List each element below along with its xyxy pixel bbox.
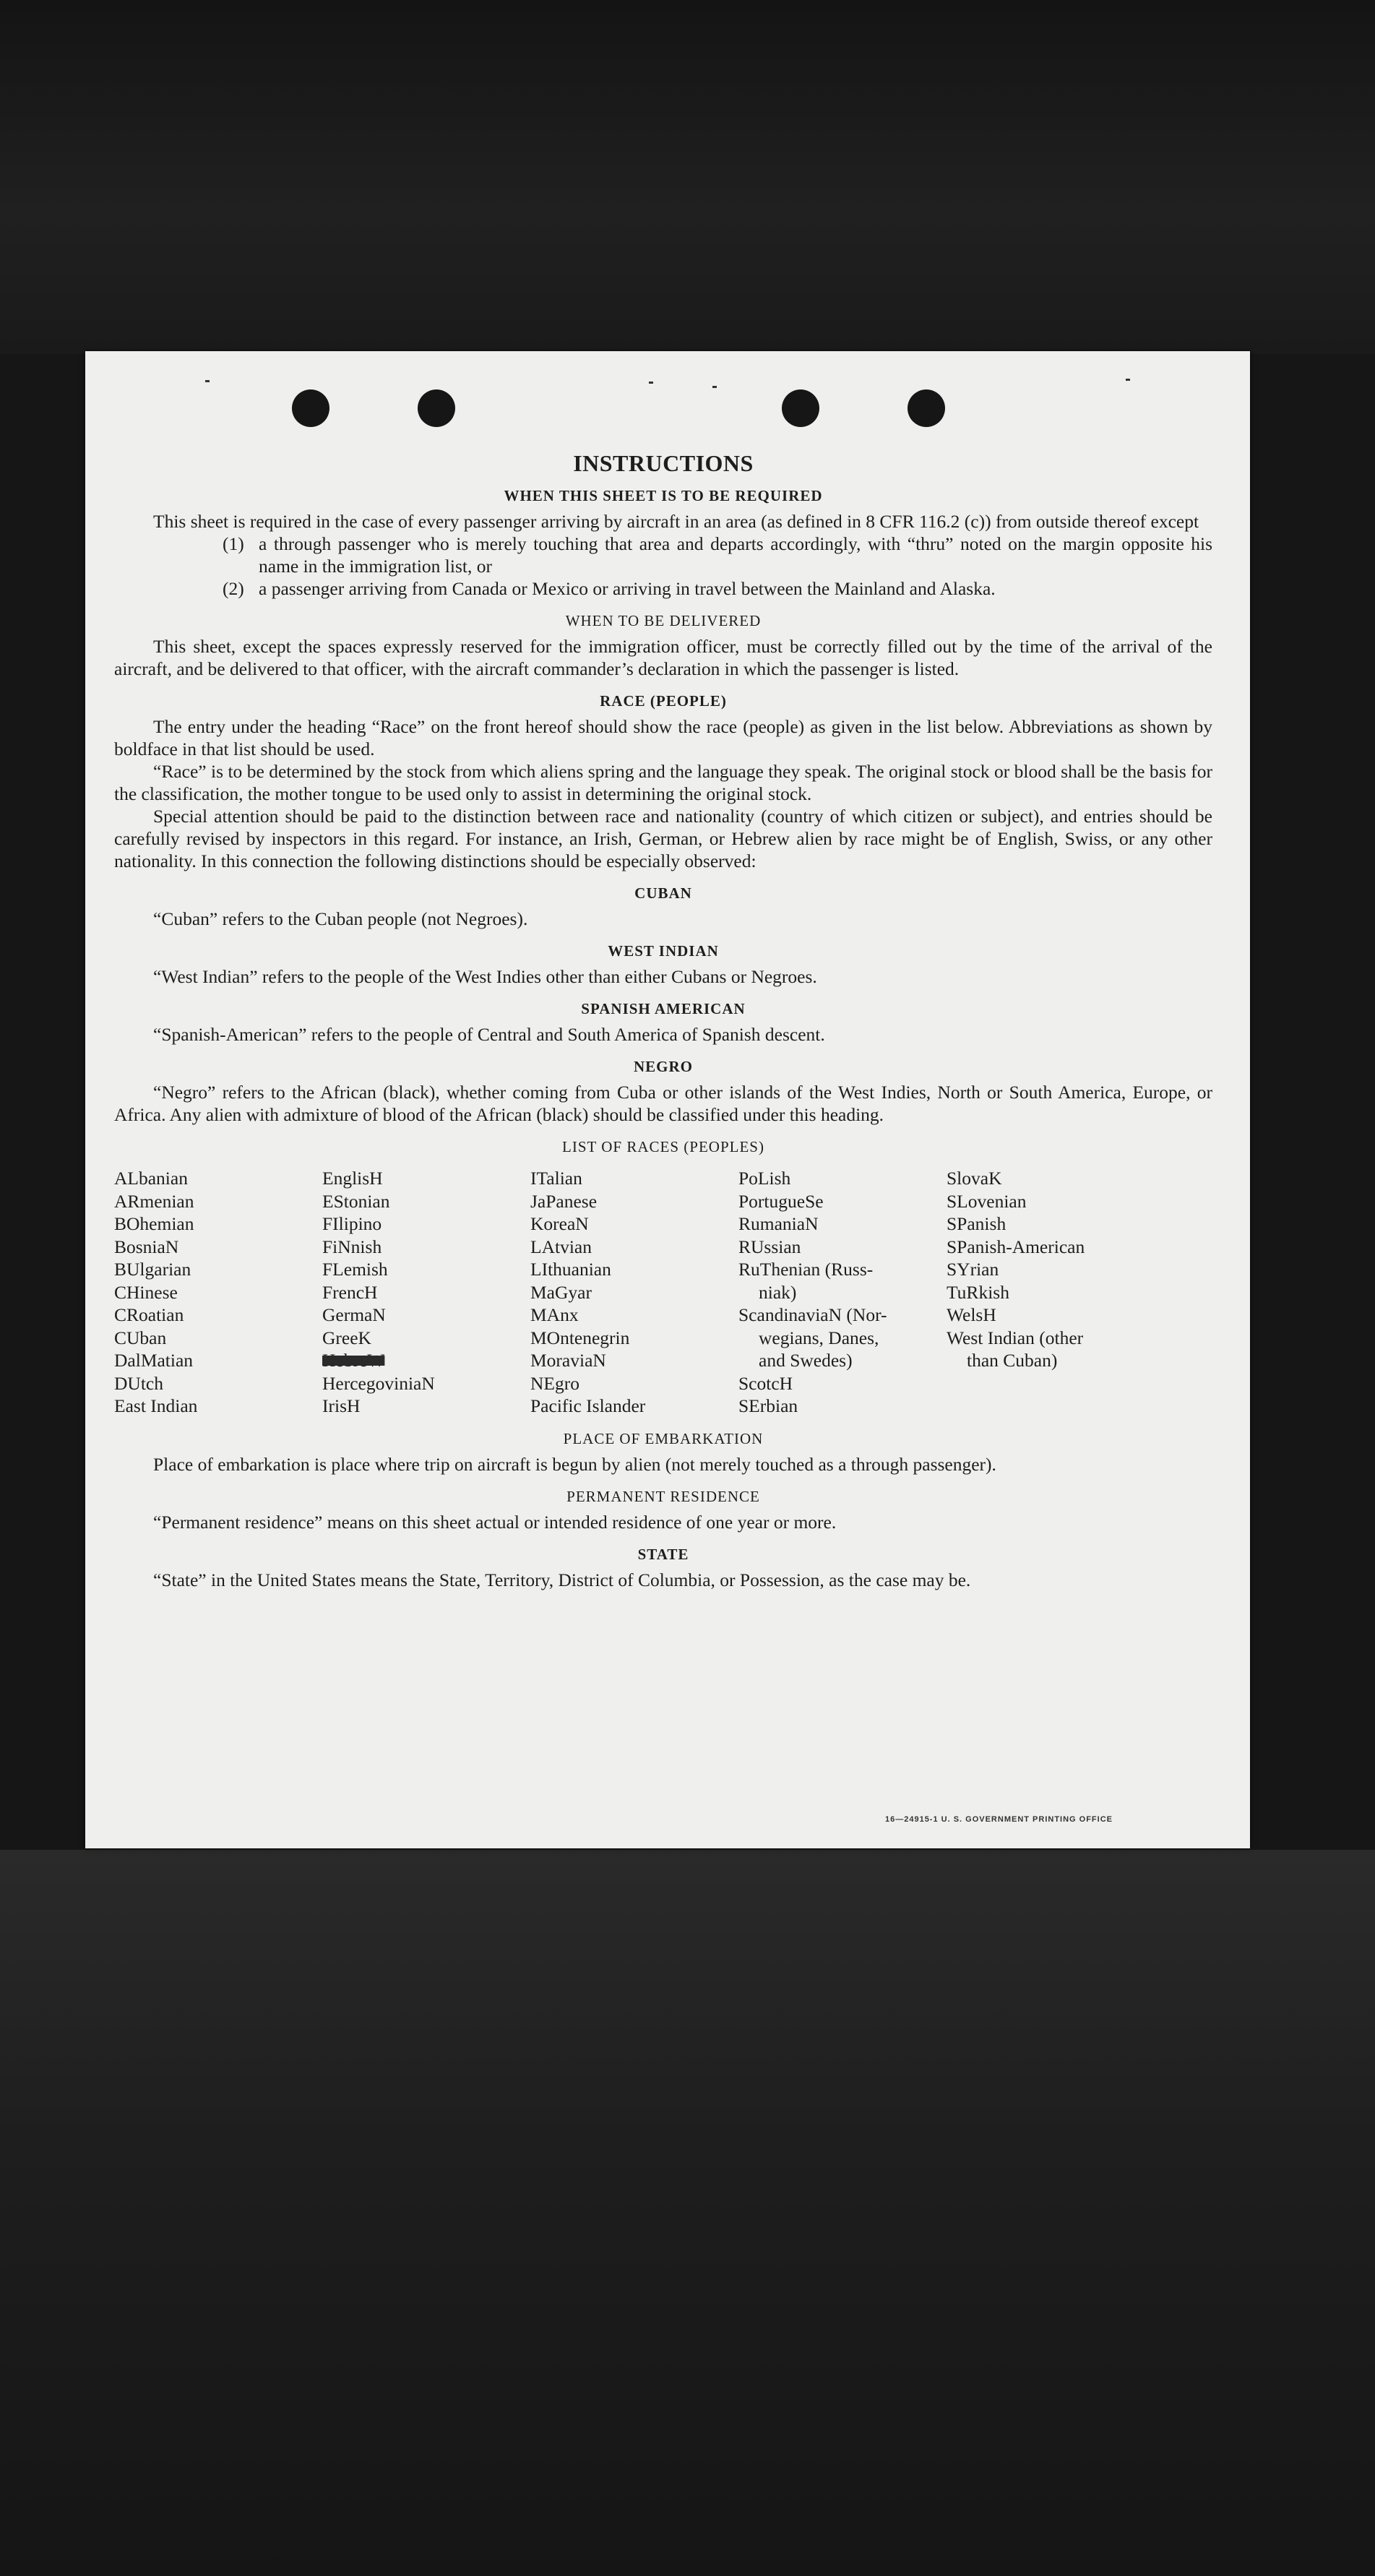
film-border-top [0, 0, 1375, 354]
race-entry: Pacific Islander [530, 1395, 646, 1416]
exception-text: a passenger arriving from Canada or Mexico or arriving in travel between the Mainland and Alaska. [259, 578, 996, 599]
race-entry: EnglisH [322, 1168, 383, 1189]
heading-state: STATE [637, 1545, 689, 1563]
heading-when-delivered: WHEN TO BE DELIVERED [565, 612, 762, 629]
instructions-text [114, 452, 1212, 1591]
race-entry: CHinese [114, 1281, 178, 1303]
race-entry: FLemish [322, 1259, 388, 1280]
race-entry: MOntenegrin [530, 1327, 630, 1348]
race-entry: ARmenian [114, 1190, 194, 1212]
race-entry: KoreaN [530, 1213, 589, 1234]
heading-place-of-embarkation: PLACE OF EMBARKATION [563, 1429, 764, 1447]
punch-hole [292, 389, 329, 427]
race-entry-continued: and Swedes) [759, 1350, 853, 1371]
race-entry: NEgro [530, 1372, 579, 1394]
race-entry: MAnx [530, 1304, 579, 1325]
page-title: INSTRUCTIONS [573, 450, 754, 476]
race-entry: ALbanian [114, 1168, 188, 1189]
exception-item [223, 577, 1212, 600]
race-entry: BUlgarian [114, 1259, 191, 1280]
race-entry: HercegoviniaN [322, 1372, 435, 1394]
document-page [85, 351, 1250, 1848]
race-entry-continued: niak) [759, 1281, 797, 1303]
race-entry: ITalian [530, 1168, 582, 1189]
punch-hole [782, 389, 819, 427]
race-entry: PoLish [738, 1168, 791, 1189]
races-list [114, 1167, 1212, 1418]
race-entry: ScandinaviaN (Nor- [738, 1304, 887, 1325]
heading-when-required: WHEN THIS SHEET IS TO BE REQUIRED [504, 487, 823, 504]
scan-speck [1126, 379, 1130, 381]
paragraph-state: “State” in the United States means the State, Territory, District of Columbia, or Possession, as the case may be. [153, 1569, 971, 1590]
race-entry: CRoatian [114, 1304, 184, 1325]
race-entry: LIthuanian [530, 1259, 611, 1280]
heading-west-indian: WEST INDIAN [608, 942, 719, 960]
punch-hole [418, 389, 455, 427]
paragraph-embarkation: Place of embarkation is place where trip on aircraft is begun by alien (not merely touched as a through passenger). [153, 1453, 996, 1475]
races-column [738, 1167, 947, 1418]
paragraph-race-2: “Race” is to be determined by the stock from which aliens spring and the language they speak. The original stock or blood shall be the basis for the classification, the mother tongue to be used only to assist in determining the original stock. [114, 761, 1212, 804]
race-entry: FiNnish [322, 1236, 382, 1257]
race-entry: SlovaK [947, 1168, 1002, 1189]
race-entry: SLovenian [947, 1190, 1027, 1212]
race-entry: SErbian [738, 1395, 798, 1416]
exception-text: a through passenger who is merely touching that area and departs accordingly, with “thru” noted on the margin opposite his name in the immigration list, or [259, 533, 1212, 577]
paragraph-race-1: The entry under the heading “Race” on the front hereof should show the race (people) as given in the list below. Abbreviations as shown by boldface in that list should be used. [114, 716, 1212, 759]
race-entry: LAtvian [530, 1236, 592, 1257]
race-entry: BOhemian [114, 1213, 194, 1234]
races-column [322, 1167, 530, 1418]
paragraph-cuban: “Cuban” refers to the Cuban people (not Negroes). [153, 908, 528, 929]
paragraph-residence: “Permanent residence” means on this sheet actual or intended residence of one year or more. [153, 1511, 837, 1533]
race-entry: East Indian [114, 1395, 198, 1416]
race-entry-continued: wegians, Danes, [759, 1327, 879, 1348]
scan-speck [712, 386, 717, 388]
race-entry: TuRkish [947, 1281, 1009, 1303]
race-entry: West Indian (other [947, 1327, 1084, 1348]
paragraph-race-3: Special attention should be paid to the distinction between race and nationality (country of which citizen or subject), and entries should be carefully revised by inspectors in this regard. For instance, an Irish, German, or Hebrew alien by race might be of English, Swiss, or any other nationality. In this connection the following distinctions should be especially observed: [114, 806, 1212, 871]
race-entry: SYrian [947, 1259, 999, 1280]
race-entry: ScotcH [738, 1372, 793, 1394]
race-entry: MaGyar [530, 1281, 592, 1303]
paragraph-delivered: This sheet, except the spaces expressly reserved for the immigration officer, must be correctly filled out by the time of the arrival of the aircraft, and be delivered to that officer, with the aircraft commander’s declaration in which the passenger is listed. [114, 636, 1212, 679]
form-number: 16—24915-1 U. S. GOVERNMENT PRINTING OFFICE [884, 1815, 1113, 1824]
paragraph-required: This sheet is required in the case of every passenger arriving by aircraft in an area (as defined in 8 CFR 116.2 (c)) from outside thereof except [153, 511, 1199, 532]
heading-negro: NEGRO [633, 1058, 693, 1075]
race-entry: IrisH [322, 1395, 361, 1416]
race-entry: GreeK [322, 1327, 371, 1348]
race-entry: FIlipino [322, 1213, 382, 1234]
heading-cuban: CUBAN [634, 884, 692, 902]
heading-spanish-american: SPANISH AMERICAN [581, 1000, 746, 1017]
paragraph-west-indian: “West Indian” refers to the people of the West Indies other than either Cubans or Negroes. [153, 966, 817, 987]
race-entry: RUssian [738, 1236, 801, 1257]
race-entry: GermaN [322, 1304, 386, 1325]
race-entry: BosniaN [114, 1236, 179, 1257]
race-entry-redacted: HebreW [322, 1350, 385, 1371]
scan-speck [649, 382, 653, 384]
race-entry: MoraviaN [530, 1350, 606, 1371]
race-entry-continued: than Cuban) [967, 1350, 1058, 1371]
exception-item [223, 533, 1212, 577]
heading-race: RACE (PEOPLE) [600, 692, 727, 710]
race-entry: RumaniaN [738, 1213, 819, 1234]
race-entry: DUtch [114, 1372, 163, 1394]
race-entry: SPanish [947, 1213, 1007, 1234]
exception-number: (2) [223, 578, 244, 599]
paragraph-spanish-american: “Spanish-American” refers to the people of Central and South America of Spanish descent. [153, 1024, 825, 1045]
paragraph-negro: “Negro” refers to the African (black), whether coming from Cuba or other islands of the West Indies, North or South America, Europe, or Africa. Any alien with admixture of blood of the African (black) should be classified under this heading. [114, 1082, 1212, 1125]
scan-speck [205, 380, 210, 382]
heading-permanent-residence: PERMANENT RESIDENCE [566, 1487, 760, 1505]
heading-list-of-races: LIST OF RACES (PEOPLES) [562, 1138, 764, 1155]
punch-hole [908, 389, 945, 427]
races-column [114, 1167, 322, 1418]
races-column [530, 1167, 738, 1418]
race-entry: JaPanese [530, 1190, 598, 1212]
race-entry: EStonian [322, 1190, 390, 1212]
races-column [947, 1167, 1155, 1418]
race-entry: SPanish-American [947, 1236, 1085, 1257]
exception-number: (1) [223, 533, 244, 554]
race-entry: RuThenian (Russ- [738, 1259, 874, 1280]
film-border-bottom [0, 1850, 1375, 2576]
race-entry: DalMatian [114, 1350, 194, 1371]
race-entry: FrencH [322, 1281, 378, 1303]
race-entry: PortugueSe [738, 1190, 824, 1212]
race-entry: WelsH [947, 1304, 996, 1325]
race-entry: CUban [114, 1327, 167, 1348]
